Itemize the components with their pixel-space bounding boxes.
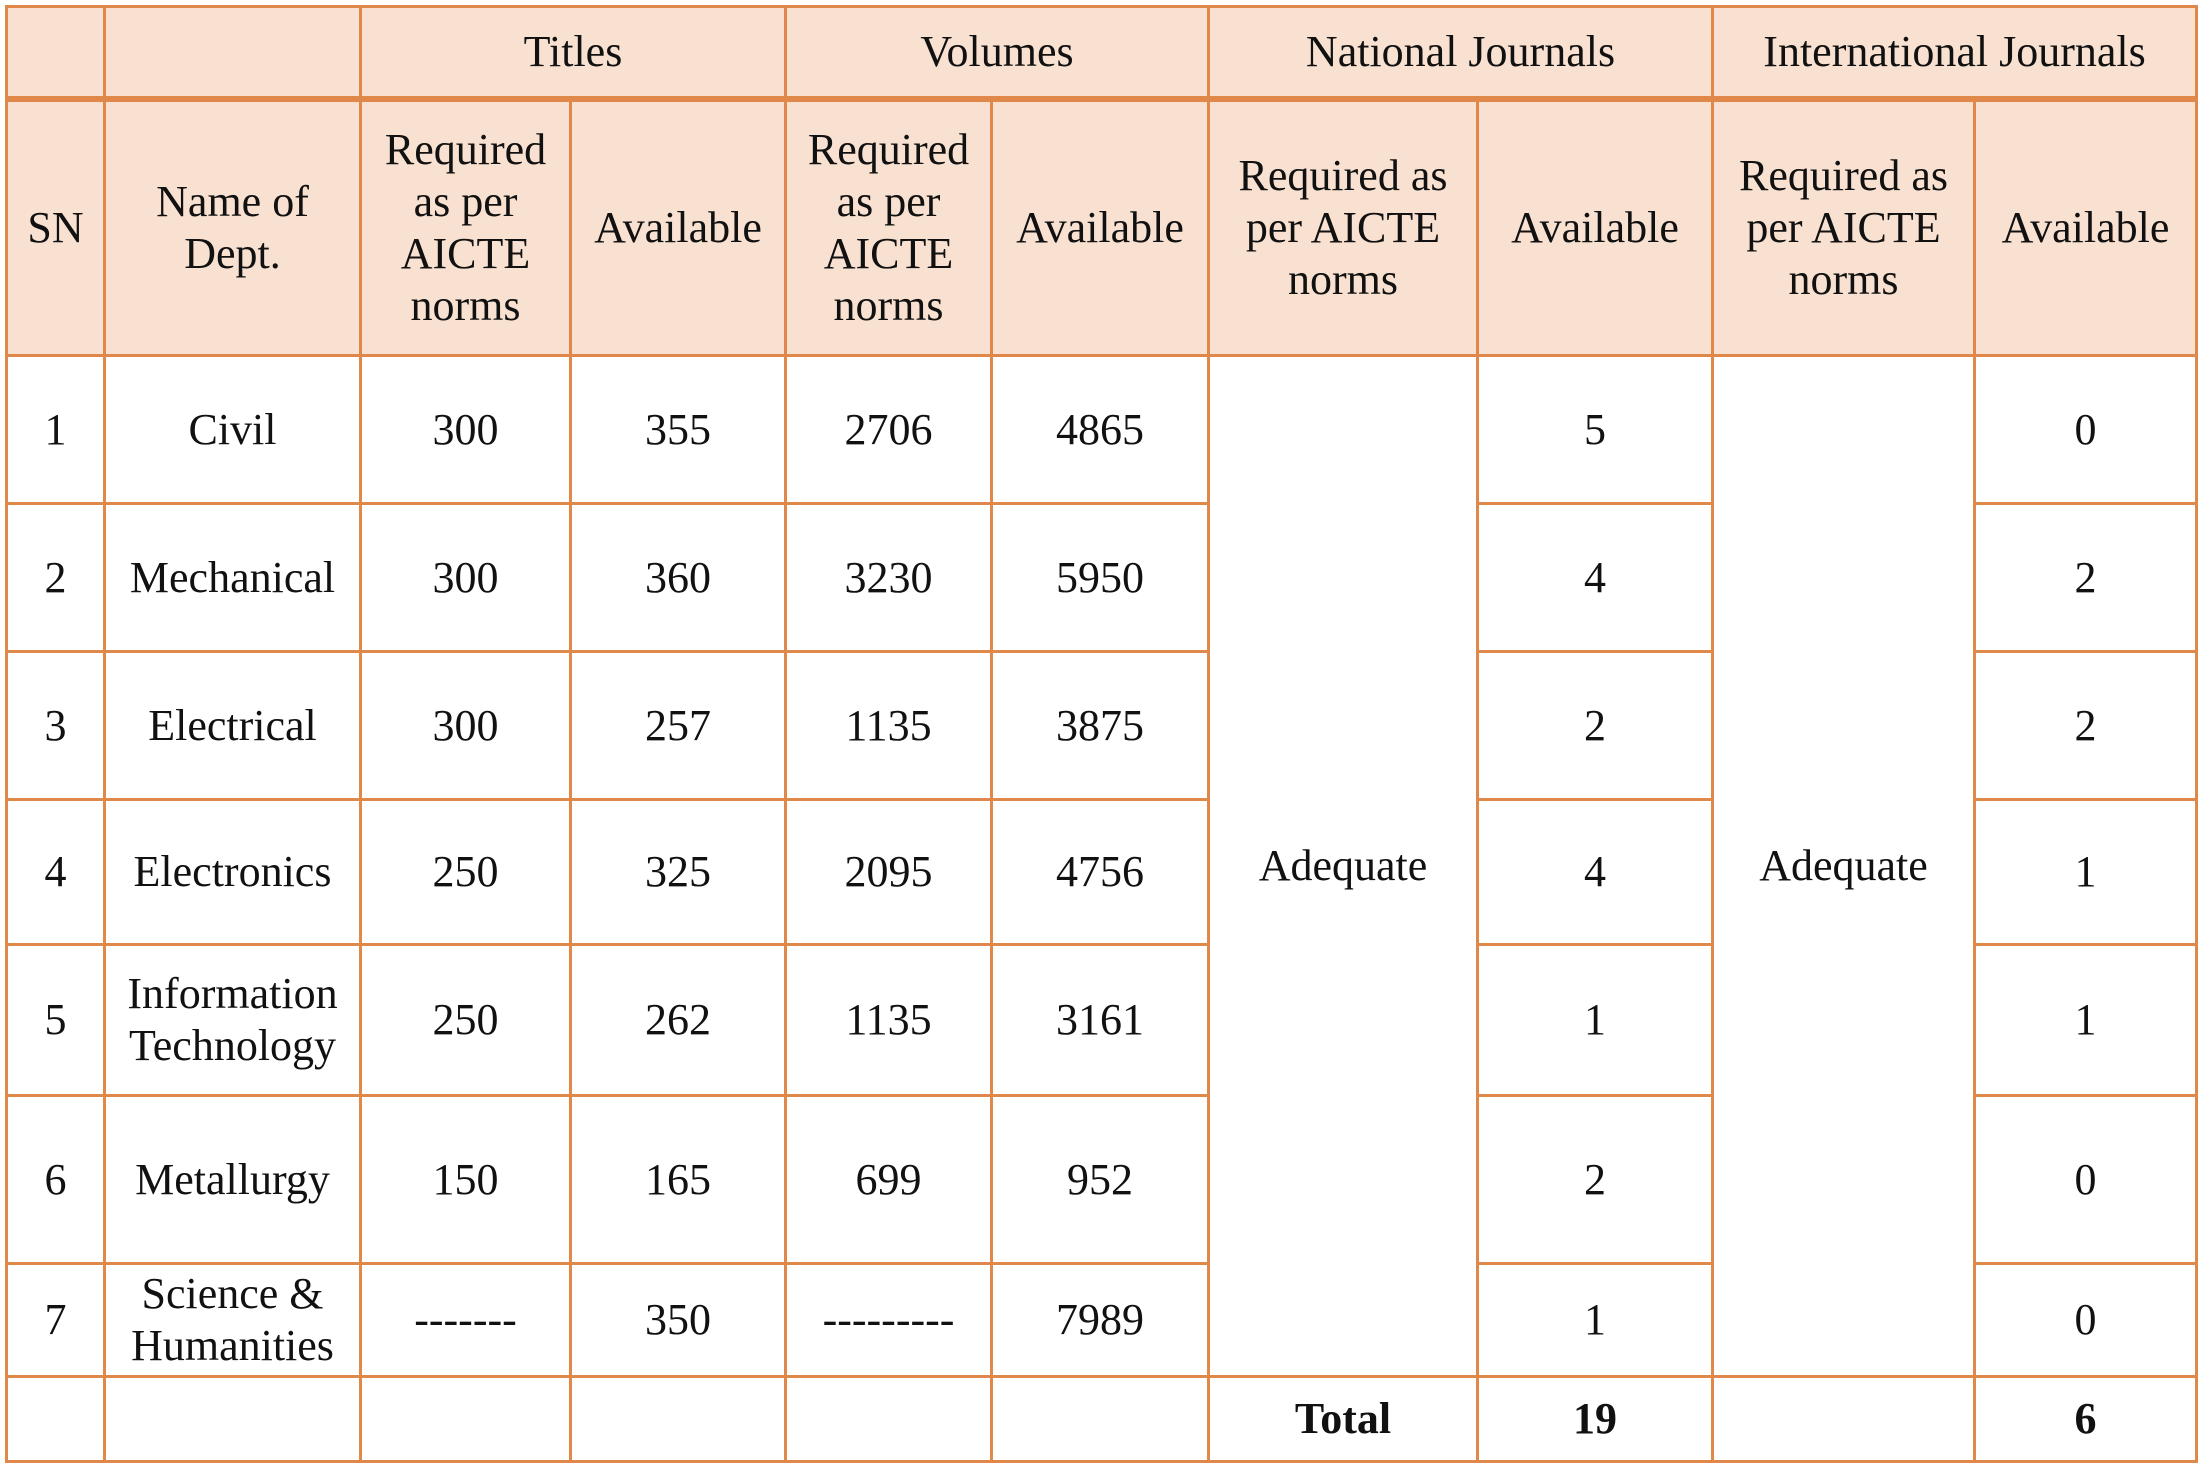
header-line: Required: [807, 125, 970, 175]
dept-cell: [105, 356, 361, 504]
empty-cell: [7, 1377, 105, 1462]
dept-line: Electrical: [148, 700, 317, 750]
volumes-required-cell: 1135: [786, 652, 992, 800]
total-national-value: 19: [1478, 1377, 1713, 1462]
sn-cell: 5: [7, 945, 105, 1096]
dept-cell: [105, 945, 361, 1096]
international-available-cell: 1: [1975, 945, 2197, 1096]
total-row: [7, 1377, 2197, 1462]
titles-available-cell: 262: [571, 945, 786, 1096]
dept-cell: [105, 1264, 361, 1377]
titles-available-cell: 350: [571, 1264, 786, 1377]
volumes-required-cell: ---------: [786, 1264, 992, 1377]
header-line: Required: [384, 125, 547, 175]
national-required-header: [1209, 99, 1478, 356]
national-available-cell: 1: [1478, 1264, 1713, 1377]
total-international-value: 6: [1975, 1377, 2197, 1462]
header-line: norms: [833, 280, 944, 330]
empty-cell: [1713, 1377, 1975, 1462]
international-available-cell: 2: [1975, 504, 2197, 652]
volumes-available-header: Available: [992, 99, 1209, 356]
blank-header-cell: [105, 7, 361, 100]
volumes-required-cell: 2095: [786, 800, 992, 945]
header-line: Required as: [1739, 151, 1948, 201]
international-available-cell: 1: [1975, 800, 2197, 945]
sn-cell: 2: [7, 504, 105, 652]
sn-cell: 3: [7, 652, 105, 800]
dept-line: Technology: [128, 1021, 337, 1070]
sn-header: SN: [7, 99, 105, 356]
dept-cell: [105, 800, 361, 945]
header-line: norms: [1288, 254, 1398, 304]
header-line: AICTE: [400, 229, 531, 278]
national-available-cell: 1: [1478, 945, 1713, 1096]
sub-header-row: [7, 99, 2197, 356]
dept-line: Electronics: [133, 847, 332, 897]
national-available-cell: 5: [1478, 356, 1713, 504]
dept-line: Metallurgy: [135, 1154, 330, 1204]
titles-required-cell: 150: [361, 1096, 571, 1264]
empty-cell: [786, 1377, 992, 1462]
header-line: norms: [1788, 254, 1899, 304]
national-available-cell: 2: [1478, 1096, 1713, 1264]
titles-required-cell: -------: [361, 1264, 571, 1377]
volumes-required-cell: 1135: [786, 945, 992, 1096]
international-required-merged-cell: Adequate: [1713, 356, 1975, 1377]
header-line: as per: [836, 177, 941, 227]
volumes-available-cell: 3875: [992, 652, 1209, 800]
corner-cell: [7, 7, 105, 100]
national-required-merged-cell: Adequate: [1209, 356, 1478, 1377]
national-journals-group-header: National Journals: [1209, 7, 1713, 100]
dept-header: [105, 99, 361, 356]
sn-cell: 4: [7, 800, 105, 945]
header-line: per AICTE: [1746, 203, 1941, 253]
dept-line: Mechanical: [129, 552, 336, 602]
sn-cell: 1: [7, 356, 105, 504]
titles-required-cell: 250: [361, 800, 571, 945]
international-required-header: [1713, 99, 1975, 356]
volumes-group-header: Volumes: [786, 7, 1209, 100]
titles-available-header: Available: [571, 99, 786, 356]
volumes-required-header: [786, 99, 992, 356]
dept-cell: [105, 652, 361, 800]
empty-cell: [571, 1377, 786, 1462]
titles-required-header: [361, 99, 571, 356]
international-available-cell: 0: [1975, 356, 2197, 504]
titles-required-cell: 300: [361, 356, 571, 504]
dept-cell: [105, 1096, 361, 1264]
dept-cell: [105, 504, 361, 652]
volumes-available-cell: 4756: [992, 800, 1209, 945]
titles-available-cell: 257: [571, 652, 786, 800]
group-header-row: [7, 7, 2197, 100]
titles-available-cell: 165: [571, 1096, 786, 1264]
header-line: norms: [410, 280, 521, 330]
library-resources-table: [5, 5, 2198, 1463]
titles-available-cell: 355: [571, 356, 786, 504]
header-line: AICTE: [823, 229, 954, 278]
national-available-cell: 4: [1478, 800, 1713, 945]
national-available-header: Available: [1478, 99, 1713, 356]
national-available-cell: 2: [1478, 652, 1713, 800]
volumes-required-cell: 3230: [786, 504, 992, 652]
dept-line: Information: [127, 969, 338, 1019]
volumes-available-cell: 4865: [992, 356, 1209, 504]
titles-required-cell: 300: [361, 652, 571, 800]
sn-cell: 7: [7, 1264, 105, 1377]
international-journals-group-header: International Journals: [1713, 7, 2197, 100]
titles-available-cell: 325: [571, 800, 786, 945]
international-available-cell: 0: [1975, 1096, 2197, 1264]
dept-line: Humanities: [131, 1321, 334, 1370]
international-available-cell: 2: [1975, 652, 2197, 800]
volumes-required-cell: 699: [786, 1096, 992, 1264]
dept-header-line: Dept.: [184, 229, 281, 278]
titles-required-cell: 300: [361, 504, 571, 652]
volumes-available-cell: 3161: [992, 945, 1209, 1096]
volumes-available-cell: 7989: [992, 1264, 1209, 1377]
titles-required-cell: 250: [361, 945, 571, 1096]
dept-line: Civil: [188, 404, 277, 454]
header-line: per AICTE: [1245, 203, 1441, 253]
titles-available-cell: 360: [571, 504, 786, 652]
dept-line: Science &: [141, 1269, 324, 1319]
table-row: [7, 356, 2197, 504]
dept-header-line: Name of: [156, 177, 309, 227]
empty-cell: [361, 1377, 571, 1462]
sn-cell: 6: [7, 1096, 105, 1264]
volumes-required-cell: 2706: [786, 356, 992, 504]
volumes-available-cell: 952: [992, 1096, 1209, 1264]
header-line: as per: [413, 177, 518, 227]
header-line: Required as: [1238, 151, 1448, 201]
empty-cell: [105, 1377, 361, 1462]
international-available-cell: 0: [1975, 1264, 2197, 1377]
international-available-header: Available: [1975, 99, 2197, 356]
volumes-available-cell: 5950: [992, 504, 1209, 652]
total-label: Total: [1209, 1377, 1478, 1462]
national-available-cell: 4: [1478, 504, 1713, 652]
titles-group-header: Titles: [361, 7, 786, 100]
empty-cell: [992, 1377, 1209, 1462]
